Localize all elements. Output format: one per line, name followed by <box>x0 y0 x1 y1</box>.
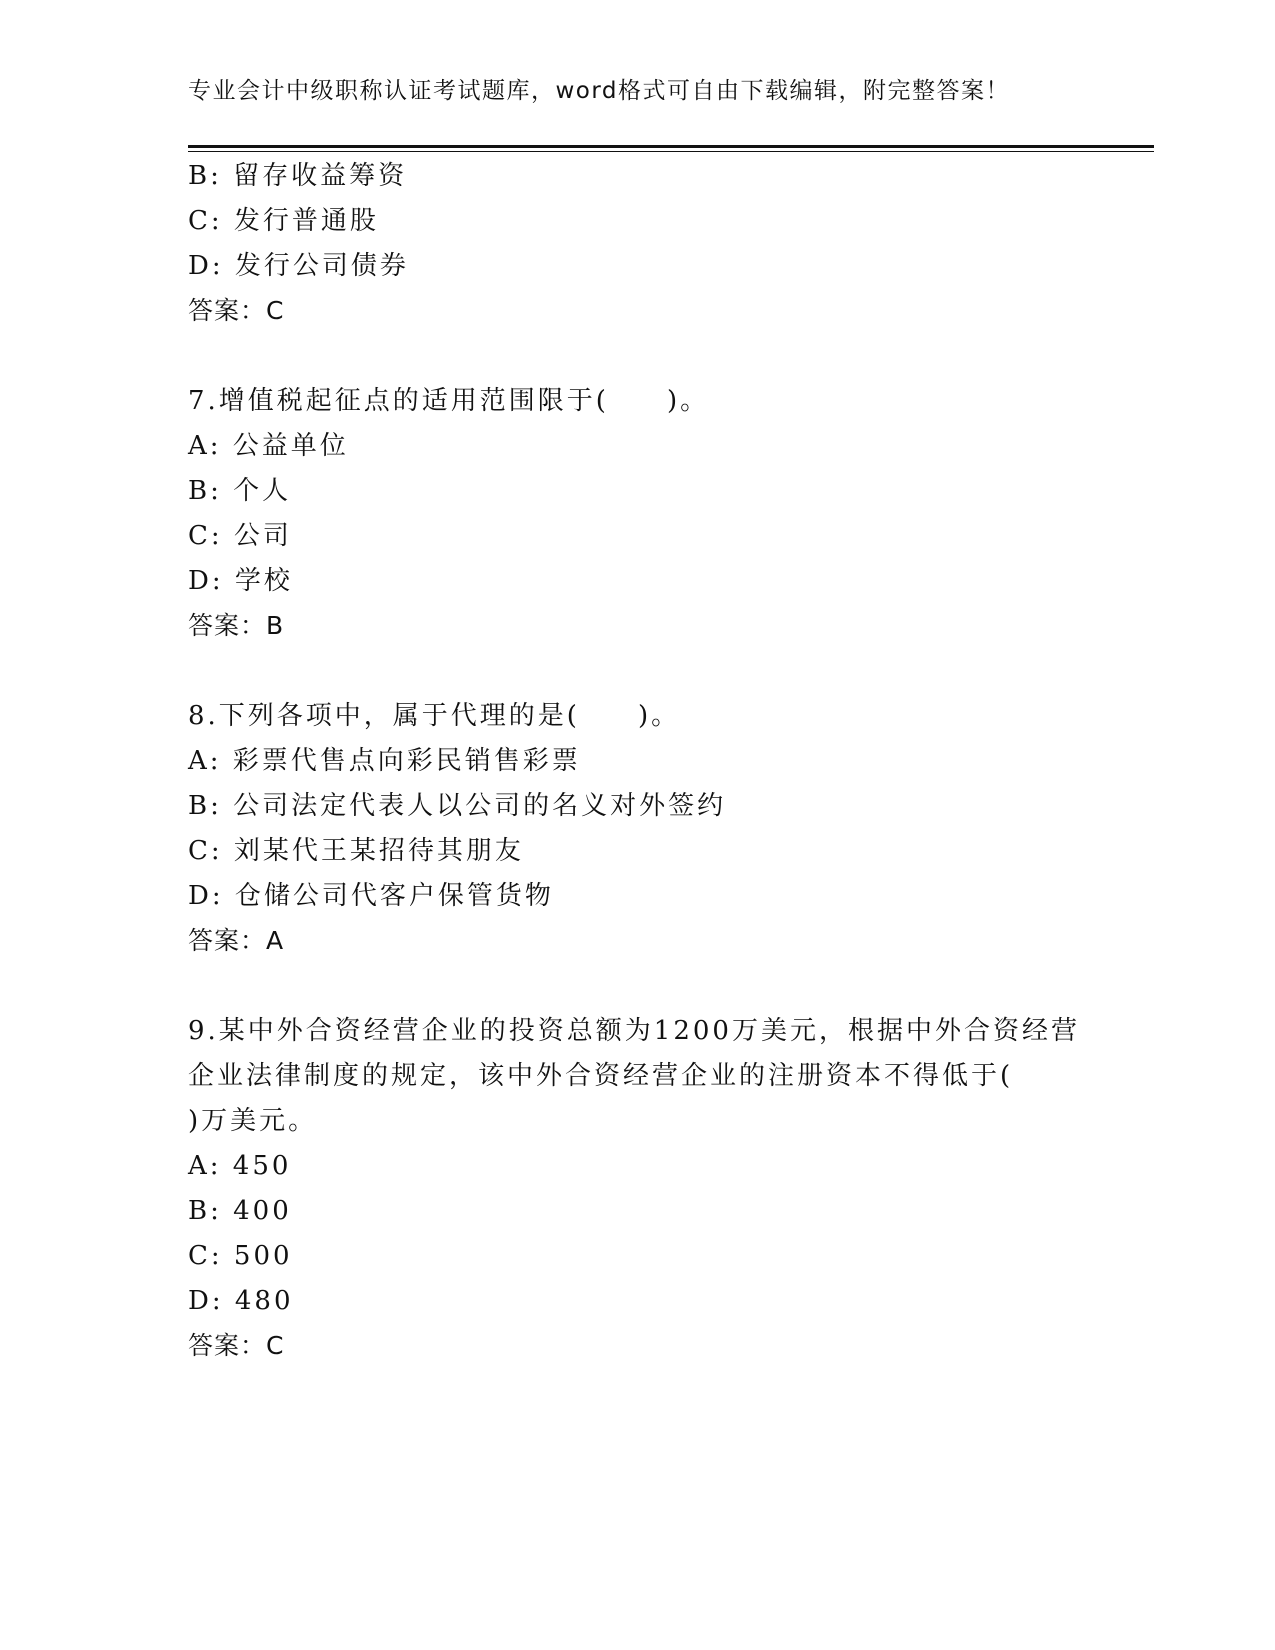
q9-option-d: D: 480 <box>188 1286 294 1316</box>
q7-option-b: B: 个人 <box>188 476 292 506</box>
q8-stem: 8.下列各项中，属于代理的是( )。 <box>188 701 681 731</box>
q8-option-b: B: 公司法定代表人以公司的名义对外签约 <box>188 791 727 821</box>
q9-stem-line-1: 9.某中外合资经营企业的投资总额为1200万美元，根据中外合资经营 <box>188 1016 1080 1046</box>
header-rule-thick <box>188 145 1154 148</box>
q8-option-d: D: 仓储公司代客户保管货物 <box>188 881 554 911</box>
q7-answer: 答案：B <box>188 611 285 640</box>
q8-option-a: A: 彩票代售点向彩民销售彩票 <box>188 746 581 776</box>
header-rule-thin <box>188 151 1154 152</box>
q6-option-c: C: 发行普通股 <box>188 206 379 236</box>
q8-answer: 答案：A <box>188 926 285 955</box>
page-header: 专业会计中级职称认证考试题库，word格式可自由下载编辑，附完整答案！ <box>188 78 1011 104</box>
q6-answer: 答案：C <box>188 296 285 325</box>
q9-option-a: A: 450 <box>188 1151 292 1181</box>
q9-option-b: B: 400 <box>188 1196 292 1226</box>
q9-option-c: C: 500 <box>188 1241 293 1271</box>
q8-option-c: C: 刘某代王某招待其朋友 <box>188 836 524 866</box>
q6-option-b: B: 留存收益筹资 <box>188 161 408 191</box>
q7-option-a: A: 公益单位 <box>188 431 349 461</box>
q9-stem-line-3: )万美元。 <box>188 1106 318 1136</box>
q9-answer: 答案：C <box>188 1331 285 1360</box>
q9-stem-line-2: 企业法律制度的规定，该中外合资经营企业的注册资本不得低于( <box>188 1061 1014 1091</box>
q6-option-d: D: 发行公司债券 <box>188 251 409 281</box>
q7-option-c: C: 公司 <box>188 521 292 551</box>
q7-option-d: D: 学校 <box>188 566 293 596</box>
q7-stem: 7.增值税起征点的适用范围限于( )。 <box>188 386 710 416</box>
